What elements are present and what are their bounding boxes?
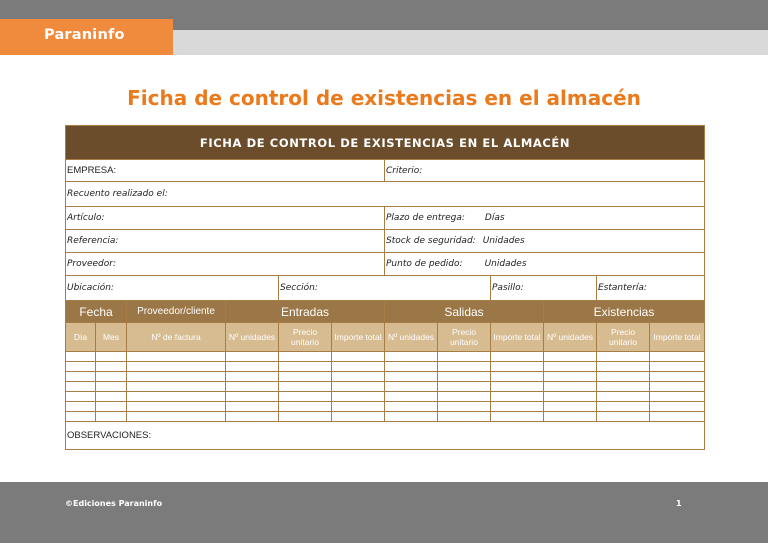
proveedor-field[interactable] [66, 253, 385, 276]
recuento-label: Recuento realizado el: [67, 189, 168, 199]
col-existencias-precio: Precio unitario [597, 323, 650, 352]
table-row [66, 402, 705, 412]
table-row [66, 372, 705, 382]
empresa-label: EMPRESA: [67, 165, 117, 176]
punto-label: Punto de pedido: [386, 259, 463, 269]
ubicacion-label: Ubicación: [67, 283, 114, 293]
estanteria-field[interactable] [597, 276, 705, 301]
group-existencias: Existencias [544, 301, 705, 323]
table-row [66, 352, 705, 362]
punto-unit: Unidades [484, 259, 527, 269]
group-salidas: Salidas [385, 301, 544, 323]
table-row [66, 362, 705, 372]
referencia-field[interactable] [66, 230, 385, 253]
seccion-field[interactable] [279, 276, 491, 301]
col-entradas-unidades: Nº unidades [226, 323, 279, 352]
criterio-label: Criterio: [386, 165, 423, 176]
ubicacion-field[interactable] [66, 276, 279, 301]
plazo-unit: Días [484, 213, 505, 223]
punto-field[interactable] [385, 253, 705, 276]
empresa-field[interactable] [66, 160, 385, 182]
col-salidas-importe: Importe total [491, 323, 544, 352]
articulo-field[interactable] [66, 207, 385, 230]
table-row [66, 412, 705, 422]
recuento-field[interactable] [66, 182, 705, 207]
col-entradas-precio: Precio unitario [279, 323, 332, 352]
stock-label: Stock de seguridad: [386, 236, 476, 246]
stock-field[interactable] [385, 230, 705, 253]
form-banner: FICHA DE CONTROL DE EXISTENCIAS EN EL ALMACÉN [66, 126, 705, 160]
proveedor-label: Proveedor: [67, 259, 116, 269]
footer-copyright: ©Ediciones Paraninfo [65, 499, 163, 508]
stock-control-form [65, 125, 705, 450]
page-title: Ficha de control de existencias en el almacén [127, 86, 641, 110]
col-existencias-importe: Importe total [650, 323, 705, 352]
group-proveedor-cliente: Proveedor/cliente [127, 301, 226, 323]
table-row [66, 382, 705, 392]
plazo-field[interactable] [385, 207, 705, 230]
table-row [66, 392, 705, 402]
articulo-label: Artículo: [67, 213, 105, 223]
col-salidas-unidades: Nº unidades [385, 323, 438, 352]
referencia-label: Referencia: [67, 236, 119, 246]
pasillo-label: Pasillo: [492, 283, 524, 293]
stock-unit: Unidades [482, 236, 525, 246]
col-dia: Día [66, 323, 96, 352]
criterio-field[interactable] [385, 160, 705, 182]
footer-band [0, 482, 768, 543]
col-salidas-precio: Precio unitario [438, 323, 491, 352]
brand-logo-text: Paraninfo [44, 27, 125, 43]
col-entradas-importe: Importe total [332, 323, 385, 352]
page-number: 1 [676, 499, 682, 508]
observaciones-field[interactable] [66, 422, 705, 450]
col-existencias-unidades: Nº unidades [544, 323, 597, 352]
plazo-label: Plazo de entrega: [386, 213, 465, 223]
seccion-label: Sección: [280, 283, 318, 293]
observaciones-label: OBSERVACIONES: [67, 430, 152, 441]
pasillo-field[interactable] [491, 276, 597, 301]
col-mes: Mes [96, 323, 127, 352]
col-factura: Nº de factura [127, 323, 226, 352]
group-entradas: Entradas [226, 301, 385, 323]
estanteria-label: Estantería: [598, 283, 647, 293]
group-fecha: Fecha [66, 301, 127, 323]
